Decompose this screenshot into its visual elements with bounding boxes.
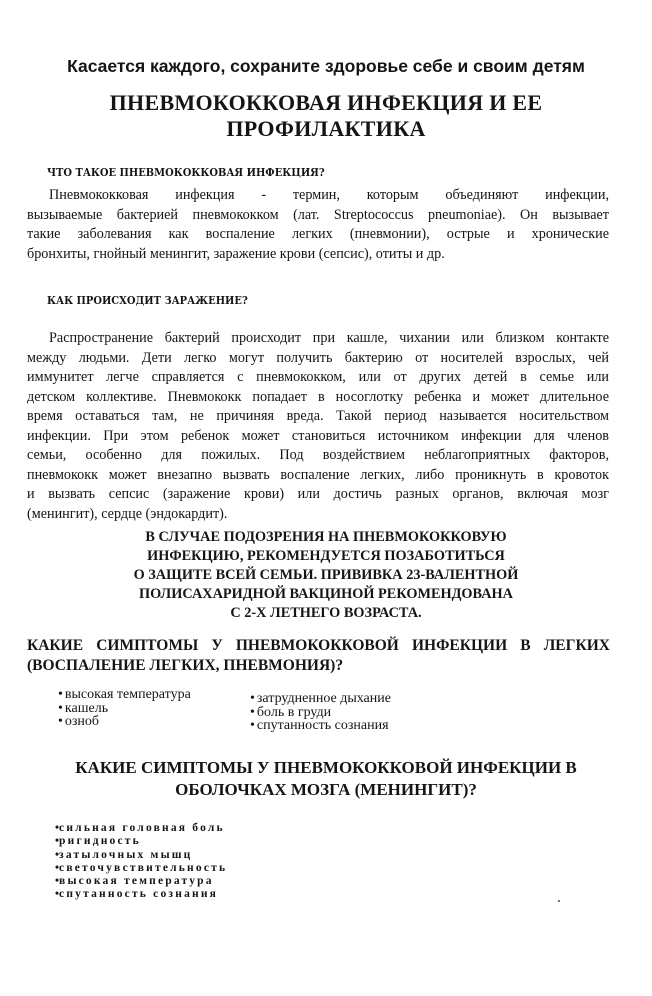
list-item: • спутанность сознания [55,888,227,901]
callout-line: О ЗАЩИТЕ ВСЕЙ СЕМЬИ. ПРИВИВКА 23-ВАЛЕНТНОЙ [133,567,519,583]
list-item: • высокая температура [55,875,227,888]
heading-line: (ВОСПАЛЕНИЕ ЛЕГКИХ, ПНЕВМОНИЯ)? [27,657,344,674]
text-line: иммунитет легче справляется с пневмококком, или от других детей в семье или [27,369,609,385]
text-line: вызываемые бактерией пневмококком (лат. Streptococcus pneumoniae). Он вызывает [27,206,609,223]
slogan: Касается каждого, сохраните здоровье себе и своим детям [67,56,585,76]
vaccination-callout [60,528,592,623]
text-line: время оставаться там, не причиняя вреда. Такой период называется носительством [27,408,609,424]
list-item: • светочувствительность [55,862,227,875]
text-line: детском коллективе. Пневмококк попадает в носоглотку ребенка и может длительное [27,388,609,405]
list-item: • кашель [58,702,191,716]
text-line: (менингит), сердце (эндокардит). [27,505,228,522]
text-line: Пневмококковая инфекция - термин, которым объединяют инфекции, [49,187,609,203]
text-line: пневмококк может внезапно вызвать воспаление легких, либо проникнуть в кровоток [27,466,609,483]
lung-symptoms-list-right [250,692,391,733]
section-heading-what-is: ЧТО ТАКОЕ ПНЕВМОКОККОВАЯ ИНФЕКЦИЯ? [47,166,325,179]
page-title [60,90,592,142]
scan-speck [558,900,560,902]
text-line: бронхиты, гнойный менингит, заражение крови (сепсис), отиты и др. [27,245,445,262]
text-line: семьи, особенно для пожилых. Под воздействием неблагоприятных факторов, [27,447,609,463]
section-what-is-text [27,186,609,264]
heading-line: КАКИЕ СИМПТОМЫ У ПНЕВМОКОККОВОЙ ИНФЕКЦИИ В ЛЕГКИХ [27,637,610,654]
text-line: инфекции. При этом ребенок может становиться источником инфекции для членов [27,427,609,444]
section-heading-how-infected: КАК ПРОИСХОДИТ ЗАРАЖЕНИЕ? [47,294,248,307]
list-item: • озноб [58,715,191,729]
list-item: • высокая температура [58,688,191,702]
heading-line: КАКИЕ СИМПТОМЫ У ПНЕВМОКОККОВОЙ ИНФЕКЦИИ В [75,758,577,777]
callout-line: ИНФЕКЦИЮ, РЕКОМЕНДУЕТСЯ ПОЗАБОТИТЬСЯ [147,548,505,564]
text-line: Распространение бактерий происходит при кашле, чихании или близком контакте [49,330,609,346]
list-item: • спутанность сознания [250,719,391,733]
meningitis-symptoms-list [55,822,227,902]
section-how-infected-text [27,329,609,524]
lung-symptoms-heading [27,636,610,676]
meningitis-symptoms-heading [60,757,592,801]
heading-line: ОБОЛОЧКАХ МОЗГА (МЕНИНГИТ)? [175,780,477,799]
title-line-2: ПРОФИЛАКТИКА [226,116,426,141]
list-item: • ригидность [55,835,227,848]
callout-line: ПОЛИСАХАРИДНОЙ ВАКЦИНОЙ РЕКОМЕНДОВАНА [139,586,513,602]
callout-line: С 2-Х ЛЕТНЕГО ВОЗРАСТА. [230,605,422,621]
callout-line: В СЛУЧАЕ ПОДОЗРЕНИЯ НА ПНЕВМОКОККОВУЮ [145,529,507,545]
list-item: • боль в груди [250,706,391,720]
lung-symptoms-list-left [58,688,191,729]
text-line: между людьми. Дети легко могут получить бактерию от носителей взрослых, чей [27,349,609,366]
list-item: • сильная головная боль [55,822,227,835]
title-line-1: ПНЕВМОКОККОВАЯ ИНФЕКЦИЯ И ЕЕ [109,90,543,115]
list-item: • затрудненное дыхание [250,692,391,706]
text-line: такие заболевания как воспаление легких (пневмонии), острые и хронические [27,226,609,242]
text-line: и вызвать сепсис (заражение крови) или достичь разных органов, включая мозг [27,486,609,502]
list-item: • затылочных мышц [55,849,227,862]
